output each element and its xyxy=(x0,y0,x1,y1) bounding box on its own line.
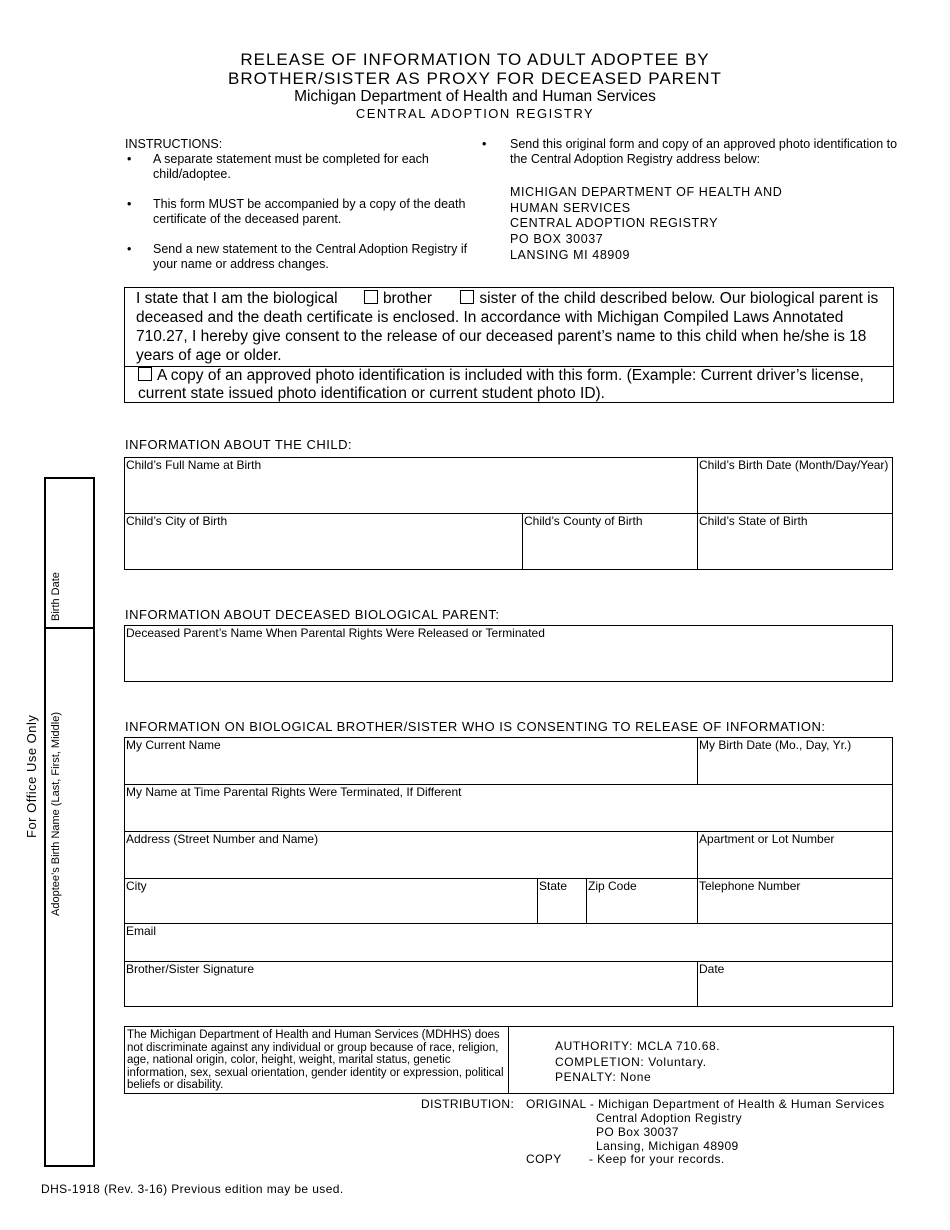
city-field[interactable] xyxy=(124,878,538,924)
address-line: LANSING MI 48909 xyxy=(510,247,631,262)
field-label: Child’s Birth Date (Month/Day/Year) xyxy=(699,458,889,472)
consent-statement xyxy=(124,287,894,403)
nondiscrimination-notice: The Michigan Department of Health and Human Services (MDHHS) does not discriminate against any individual or group because of race, religion, age, national origin, color, height, weight, marital status, genetic information, sex, sexual orientation, gender identity or expression, political beliefs or disability. xyxy=(127,1029,504,1091)
distribution-line: Lansing, Michigan 48909 xyxy=(596,1139,739,1153)
penalty-text: PENALTY: None xyxy=(555,1070,652,1084)
field-label: My Name at Time Parental Rights Were Terminated, If Different xyxy=(126,785,462,799)
photo-id-checkbox[interactable] xyxy=(138,367,152,381)
brother-label: brother xyxy=(382,290,433,307)
deceased-parent-name-field[interactable] xyxy=(124,625,893,682)
field-label: Child’s Full Name at Birth xyxy=(126,458,262,472)
instruction-item: • Send a new statement to the Central Adoption Registry if your name or address changes. xyxy=(125,242,470,272)
distribution-address xyxy=(596,1111,742,1153)
distribution-line: Central Adoption Registry xyxy=(596,1111,743,1125)
address-line: CENTRAL ADOPTION REGISTRY xyxy=(510,216,719,231)
statement-intro: I state that I am the biological xyxy=(136,290,338,307)
legal-divider xyxy=(508,1027,509,1093)
child-birth-date-field[interactable] xyxy=(697,457,893,514)
title-line-2: BROTHER/SISTER AS PROXY FOR DECEASED PARENT xyxy=(228,69,722,88)
instructions-list xyxy=(125,152,470,272)
field-label: Deceased Parent’s Name When Parental Rights Were Released or Terminated xyxy=(126,626,545,640)
field-label: My Birth Date (Mo., Day, Yr.) xyxy=(699,738,852,752)
instruction-item: • This form MUST be accompanied by a copy of the death certificate of the deceased parent. xyxy=(125,197,470,227)
authority-block xyxy=(555,1039,720,1086)
address-line: HUMAN SERVICES xyxy=(510,200,631,215)
sister-checkbox[interactable] xyxy=(460,290,474,304)
field-label: My Current Name xyxy=(126,738,221,752)
bullet-icon: • xyxy=(482,137,487,151)
sister-label: sister xyxy=(479,290,517,307)
office-birth-name-label: Adoptee’s Birth Name (Last, First, Middle) xyxy=(50,712,62,916)
address-line: MICHIGAN DEPARTMENT OF HEALTH AND xyxy=(510,185,783,199)
field-label: Child’s City of Birth xyxy=(126,514,228,528)
office-use-label: For Office Use Only xyxy=(24,714,39,838)
address-line: PO BOX 30037 xyxy=(510,232,604,247)
child-full-name-field[interactable] xyxy=(124,457,698,514)
signature-field[interactable] xyxy=(124,961,698,1007)
instruction-item: • A separate statement must be completed for each child/adoptee. xyxy=(125,152,470,182)
photo-id-statement xyxy=(138,367,890,403)
email-field[interactable] xyxy=(124,923,893,962)
field-label: Brother/Sister Signature xyxy=(126,962,255,976)
parent-section-heading: INFORMATION ABOUT DECEASED BIOLOGICAL PARENT: xyxy=(125,607,500,622)
form-title xyxy=(0,50,950,88)
field-label: Email xyxy=(126,924,157,938)
name-at-termination-field[interactable] xyxy=(124,784,893,832)
distribution-label: DISTRIBUTION: xyxy=(421,1097,515,1111)
date-field[interactable] xyxy=(697,961,893,1007)
apartment-field[interactable] xyxy=(697,831,893,879)
registry-address xyxy=(510,185,782,264)
field-label: State xyxy=(539,879,568,893)
photo-id-text: A copy of an approved photo identification is included with this form. (Example: Current driver’s license, current state issued photo identification or current student photo ID). xyxy=(138,367,864,402)
distribution-original: ORIGINAL - Michigan Department of Health & Human Services xyxy=(526,1097,885,1111)
statement-rest: of the child described below. Our biological parent is deceased and the death certificate is enclosed. In accordance with Michigan Compiled Laws Annotated 710.27, I hereby give consent to the release of our deceased parent’s name to this child when he/she is 18 years of age or older. xyxy=(136,290,879,364)
office-use-divider xyxy=(46,627,93,629)
child-section-heading: INFORMATION ABOUT THE CHILD: xyxy=(125,437,353,452)
zip-code-field[interactable] xyxy=(586,878,698,924)
statement-text xyxy=(136,289,888,365)
field-label: Zip Code xyxy=(588,879,637,893)
instructions-heading: INSTRUCTIONS: xyxy=(125,137,223,151)
authority-text: AUTHORITY: MCLA 710.68. xyxy=(555,1039,721,1053)
child-county-field[interactable] xyxy=(522,513,698,570)
field-label: Date xyxy=(699,962,725,976)
distribution-copy-text: - Keep for your records. xyxy=(589,1152,725,1166)
department-name: Michigan Department of Health and Human Services xyxy=(294,88,656,105)
field-label: City xyxy=(126,879,147,893)
completion-text: COMPLETION: Voluntary. xyxy=(555,1054,707,1069)
registry-name: CENTRAL ADOPTION REGISTRY xyxy=(355,106,595,121)
child-state-field[interactable] xyxy=(697,513,893,570)
office-birth-date-label: Birth Date xyxy=(50,572,62,621)
my-birth-date-field[interactable] xyxy=(697,737,893,785)
field-label: Child’s County of Birth xyxy=(524,514,643,528)
distribution-copy-label: COPY xyxy=(526,1152,562,1166)
state-field[interactable] xyxy=(537,878,587,924)
form-number: DHS-1918 (Rev. 3-16) Previous edition may be used. xyxy=(41,1182,344,1196)
brother-checkbox[interactable] xyxy=(364,290,378,304)
field-label: Address (Street Number and Name) xyxy=(126,832,319,846)
distribution-line: PO Box 30037 xyxy=(596,1125,679,1139)
office-use-box xyxy=(44,477,95,1167)
title-line-1: RELEASE OF INFORMATION TO ADULT ADOPTEE BY xyxy=(240,50,710,69)
telephone-field[interactable] xyxy=(697,878,893,924)
field-label: Child’s State of Birth xyxy=(699,514,808,528)
field-label: Apartment or Lot Number xyxy=(699,832,835,846)
street-address-field[interactable] xyxy=(124,831,698,879)
child-city-field[interactable] xyxy=(124,513,523,570)
sibling-section-heading: INFORMATION ON BIOLOGICAL BROTHER/SISTER WHO IS CONSENTING TO RELEASE OF INFORMATION: xyxy=(125,719,826,734)
legal-notice xyxy=(124,1026,894,1094)
field-label: Telephone Number xyxy=(699,879,801,893)
send-instruction-text: Send this original form and copy of an approved photo identification to the Central Adoption Registry address below: xyxy=(510,137,898,166)
current-name-field[interactable] xyxy=(124,737,698,785)
